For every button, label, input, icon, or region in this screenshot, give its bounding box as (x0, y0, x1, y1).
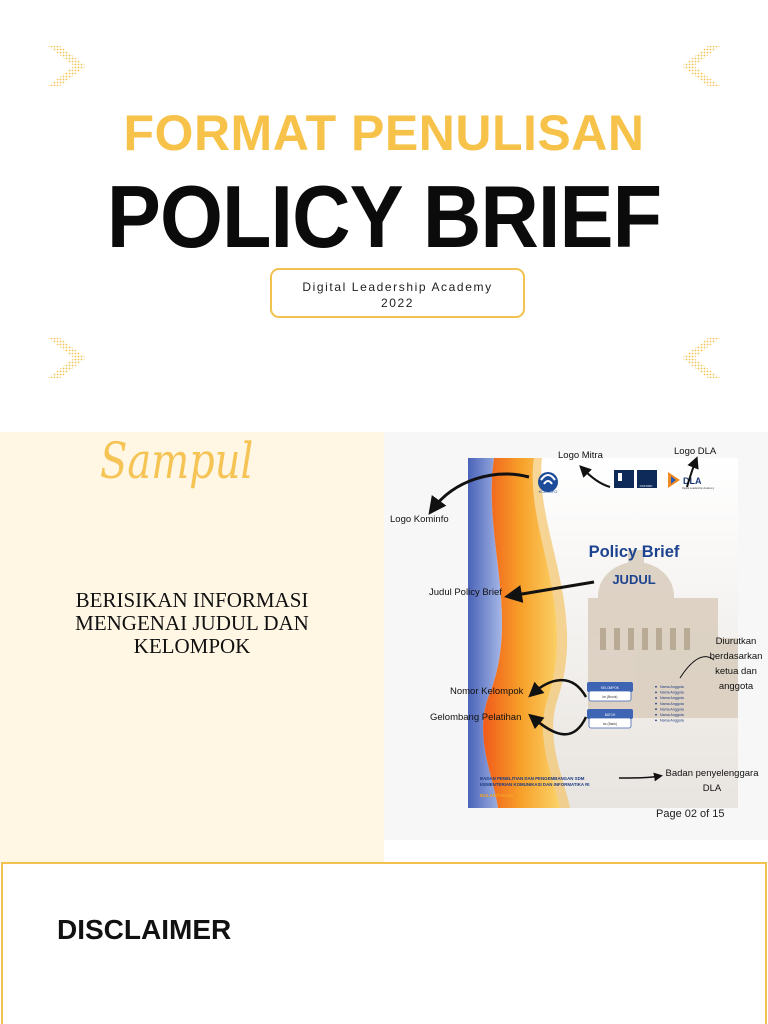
label-logo-kominfo: Logo Kominfo (390, 514, 449, 525)
title-slide (0, 0, 768, 432)
badge-academy-name: Digital Leadership Academy (302, 280, 493, 294)
chevron-left-dots-icon (676, 42, 724, 90)
sampul-description: BERISIKAN INFORMASI MENGENAI JUDUL DAN KELOMPOK (75, 588, 309, 658)
label-badan-penyelenggara: Badan penyelenggara DLA (665, 768, 759, 794)
member-name: Nama Anggota (660, 713, 684, 717)
label-gelombang-pelatihan: Gelombang Pelatihan (430, 712, 522, 723)
title-format-penulisan: FORMAT PENULISAN (123, 105, 645, 161)
member-name: Nama Anggota (660, 718, 684, 723)
arrow-logo-kominfo (432, 474, 529, 510)
member-name: Nama Anggota (660, 696, 684, 701)
chevron-left-dots-icon (676, 334, 724, 382)
label-logo-dla: Logo DLA (674, 446, 717, 457)
arrow-logo-mitra (582, 468, 610, 487)
arrow-badan (619, 776, 660, 778)
academy-badge (270, 268, 525, 318)
cover-subtitle: JUDUL (612, 572, 656, 587)
member-name: Nama Anggota (660, 690, 684, 695)
sampul-slide (0, 432, 768, 862)
arrow-judul (510, 582, 594, 596)
sampul-text-panel (0, 432, 384, 862)
dla-small-text: Digital Leadership Academy (682, 487, 715, 490)
label-judul-policy-brief: Judul Policy Brief (429, 587, 502, 598)
arrow-nomor-kelompok (532, 680, 586, 697)
cover-example-panel (384, 432, 768, 840)
cover-footer-line1: BADAN PENELITIAN DAN PENGEMBANGAN SDM (480, 776, 585, 781)
cover-footer-line2: KEMENTERIAN KOMUNIKASI DAN INFORMATIKA RI (480, 782, 590, 787)
batch-value: ke-(Bank) (603, 722, 617, 726)
member-name: Nama Anggota (660, 701, 684, 706)
label-diurutkan: Diurutkan berdasarkan ketua dan anggota (709, 636, 763, 692)
badge-year: 2022 (380, 296, 415, 310)
arrow-gelombang (532, 717, 586, 734)
label-logo-mitra: Logo Mitra (558, 450, 603, 461)
kominfo-label: KOMINFO (538, 489, 558, 494)
cover-title: Policy Brief (588, 543, 680, 561)
arrow-logo-dla (687, 460, 696, 487)
member-name: Nama Anggota (660, 685, 684, 689)
dla-logo-text: DLA (683, 476, 702, 486)
page-number: Page 02 of 15 (656, 808, 725, 820)
chevron-right-dots-icon (44, 42, 92, 90)
kelompok-value: ke-(Brunk) (602, 695, 618, 699)
member-name: Nama Anggota (660, 707, 684, 712)
chevron-right-dots-icon (44, 334, 92, 382)
label-nomor-kelompok: Nomor Kelompok (450, 686, 524, 697)
oxford-label: OXFORD (639, 484, 653, 488)
batch-label: BATCH (604, 713, 616, 717)
title-policy-brief: POLICY BRIEF (106, 167, 662, 266)
disclaimer-heading: DISCLAIMER (57, 914, 232, 945)
disclaimer-slide (1, 862, 767, 1024)
sampul-heading: Sampul (100, 432, 254, 490)
cover-footer-date: BULAN/TAHUN (480, 793, 514, 798)
kelompok-label: KELOMPOK (601, 686, 619, 690)
